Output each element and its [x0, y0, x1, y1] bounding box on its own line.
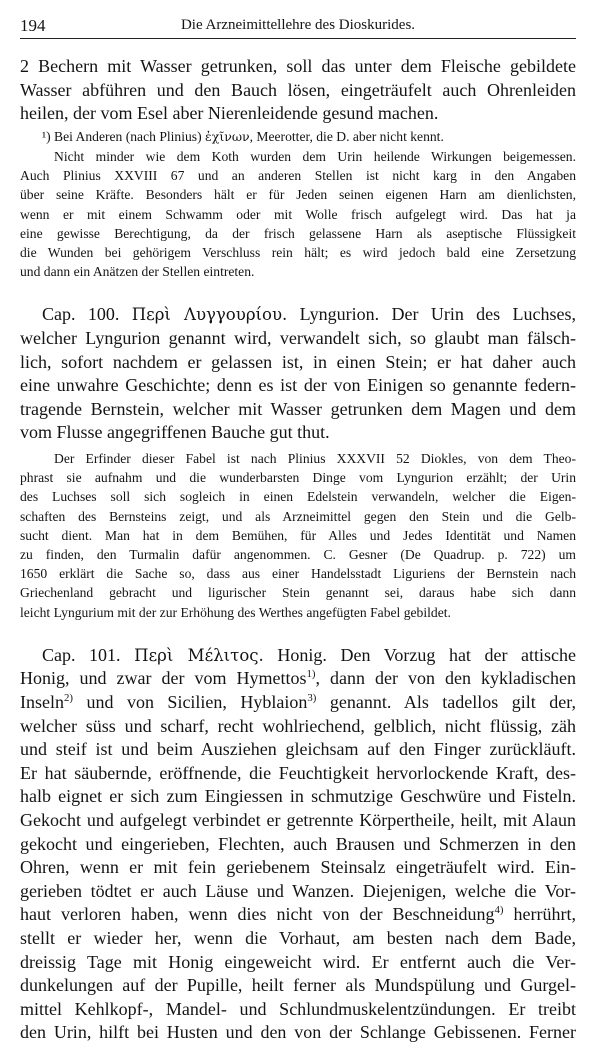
- text-line: über seine Kräfte. Besonders hält er für Jeden seinen eigenen Harn am dienlichsten,: [20, 187, 576, 203]
- footnote-marker: ¹): [42, 128, 51, 144]
- chapter-title: Lyngurion.: [299, 304, 380, 325]
- page-header: [20, 14, 576, 39]
- text-line: 2 Bechern mit Wasser getrunken, soll das unter dem Fleische gebildete: [20, 56, 576, 76]
- book-page: [20, 14, 576, 1045]
- text-line: gekocht und eingerieben, Flechten, auch Brausen und Schmerzen in den: [20, 833, 576, 854]
- greek-title: Περὶ Μέλιτος.: [134, 645, 264, 665]
- text-line: Ohren, wenn er mit fein geriebenem Steinsalz eingeträufelt wird. Ein-: [20, 857, 576, 878]
- text-line: Honig, und zwar der vom Hymettos$^{1)}$, dann der von den kykladischen: [20, 668, 576, 689]
- text-line: welcher Lyngurion genannt wird, verwandelt sich, so glaubt man fälsch-: [20, 328, 576, 348]
- text-line: Inseln$^{2)}$ und von Sicilien, Hyblaion$^{3)}$ genannt. Als tadellos gilt der,: [20, 691, 577, 712]
- greek-title: Περὶ Λυγγουρίου.: [131, 305, 288, 325]
- commentary-lyngurion: [20, 449, 576, 622]
- text-line: Nicht minder wie dem Koth wurden dem Urin heilende Wirkungen beigemessen.: [54, 148, 576, 164]
- footnote-ref: 3): [307, 691, 317, 704]
- text-line: den Urin, hilft bei Husten und den von der Schlange Gebissenen. Ferner: [20, 1022, 576, 1043]
- text-line: gerieben tödtet er auch Läuse und Wanzen. Diejenigen, welche die Vor-: [20, 880, 576, 901]
- chapter-100: [20, 303, 576, 445]
- page-number: 194: [20, 16, 46, 35]
- text-line: vom Flusse angegriffenen Bauche gut thut.: [20, 422, 330, 443]
- text-line: 1650 erklärt die Sache so, dass aus einer Handelsstadt Liguriens der Bernstein nach: [20, 566, 576, 582]
- text-line: stellt er wieder her, wenn die Vorhaut, am besten nach dem Bade,: [20, 927, 576, 948]
- text-line: leicht Lyngurium mit der zur Erhöhung des Werthes angefügten Fabel gebildet.: [20, 604, 451, 620]
- text-line: schaften des Bernsteins zeigt, und als Arzneimittel gegen den Stein und die Gelb-: [20, 508, 576, 524]
- footnote-ref: 2): [64, 691, 74, 704]
- chapter-101: [20, 644, 576, 1045]
- text-line: Auch Plinius XXVIII 67 und an anderen Stellen ist nicht karg in den Angaben: [20, 168, 576, 184]
- text-line: eine unwahre Geschichte; denn es ist der von Einigen so genannte federn-: [20, 375, 576, 396]
- text-line: Wasser abführen und den Bauch lösen, eingeträufelt auch Ohrenleiden: [20, 79, 576, 100]
- chapter-number: Cap. 101.: [42, 644, 121, 665]
- chapter-number: Cap. 100.: [42, 304, 120, 325]
- running-title: Die Arzneimittellehre des Dioskurides.: [180, 17, 416, 33]
- text-line: wenn er mit einem Schwamm oder mit Wolle frisch aufgelegt wird. Das hat ja: [20, 206, 576, 222]
- text-line: halb eignet er sich zum Eingiessen in schmutzige Geschwüre und Fisteln.: [20, 786, 576, 807]
- text-line: und steif ist und beim Ausziehen gleichsam auf den Finger zurückläuft.: [20, 739, 576, 760]
- text-line: mittel Kehlkopf-, Mandel- und Schlundmuskelentzündungen. Er treibt: [20, 998, 576, 1019]
- text-line: Griechenland gebracht und ligurischer Stein genannt sei, daraus habe sich dann: [20, 585, 576, 601]
- footnote-ref: 1): [306, 668, 316, 681]
- text-line: Gekocht und aufgelegt verbindet er getrennte Körpertheile, heilt, mit Alaun: [20, 809, 576, 830]
- text-line: eine gewisse Berechtigung, da der frisch gelassene Harn als aseptische Flüssigkeit: [20, 225, 576, 241]
- text-line: welcher süss und scharf, recht wohlriechend, gelblich, nicht flüssig, zäh: [20, 715, 576, 736]
- intro-paragraph: [20, 55, 576, 126]
- text-line: heilen, der vom Esel aber Nierenleidende gesund machen.: [20, 103, 439, 124]
- footnote-otter: [20, 127, 576, 146]
- text-line: die Wunden bei gehörigem Verschluss rein hält; es wird jedoch bald eine Zersetzung: [20, 245, 576, 260]
- footnote-ref: 4): [494, 904, 504, 917]
- text-line: tragende Bernstein, welcher mit Wasser getrunken dem Magen und dem: [20, 398, 576, 419]
- text-line: haut verloren haben, wenn dies nicht von der Beschneidung$^{4)}$ herrührt,: [20, 904, 577, 925]
- chapter-heading-line: Cap. 101. Περὶ Μέλιτος. Honig. Den Vorzug hat der attische: [42, 644, 577, 665]
- commentary-urine: [20, 147, 576, 281]
- text-line: sucht dient. Man hat in dem Bemühen, für Alles und Jedes Identität und Namen: [20, 527, 576, 543]
- chapter-heading-line: Cap. 100. Περὶ Λυγγουρίου. Lyngurion. Der Urin des Luchses,: [42, 304, 576, 325]
- text-line: zu finden, den Turmalin dafür angenommen. C. Gesner (De Quadrup. p. 722) um: [20, 546, 576, 562]
- footnote-line: ¹) Bei Anderen (nach Plinius) ἐχῖνων, Meerotter, die D. aber nicht kennt.: [42, 128, 444, 144]
- text-line: und dann ein Anätzen der Stellen eintreten.: [20, 264, 255, 280]
- text-line: dreissig Tage mit Honig eingeweicht wird. Er entfernt auch die Ver-: [20, 951, 576, 972]
- text-line: lich, sofort nachdem er gelassen ist, in einen Stein; er hat daher auch: [20, 351, 576, 372]
- text-line: Er hat säubernde, eröffnende, die Feuchtigkeit hervorlockende Kraft, des-: [20, 762, 576, 783]
- text-line: Der Erfinder dieser Fabel ist nach Plinius XXXVII 52 Diokles, von dem Theo-: [54, 450, 576, 466]
- text-line: des Luchses soll sich sogleich in einen Edelstein verwandeln, welcher die Eigen-: [20, 489, 576, 505]
- greek-word: ἐχῖνων: [205, 128, 250, 144]
- text-line: dunkelungen auf der Pupille, heilt ferner als Mundspülung und Gurgel-: [20, 975, 576, 996]
- text-line: phrast sie aufnahm und die wunderbarsten Dinge vom Lyngurion erzählt; der Urin: [20, 470, 576, 486]
- chapter-title: Honig.: [277, 644, 327, 665]
